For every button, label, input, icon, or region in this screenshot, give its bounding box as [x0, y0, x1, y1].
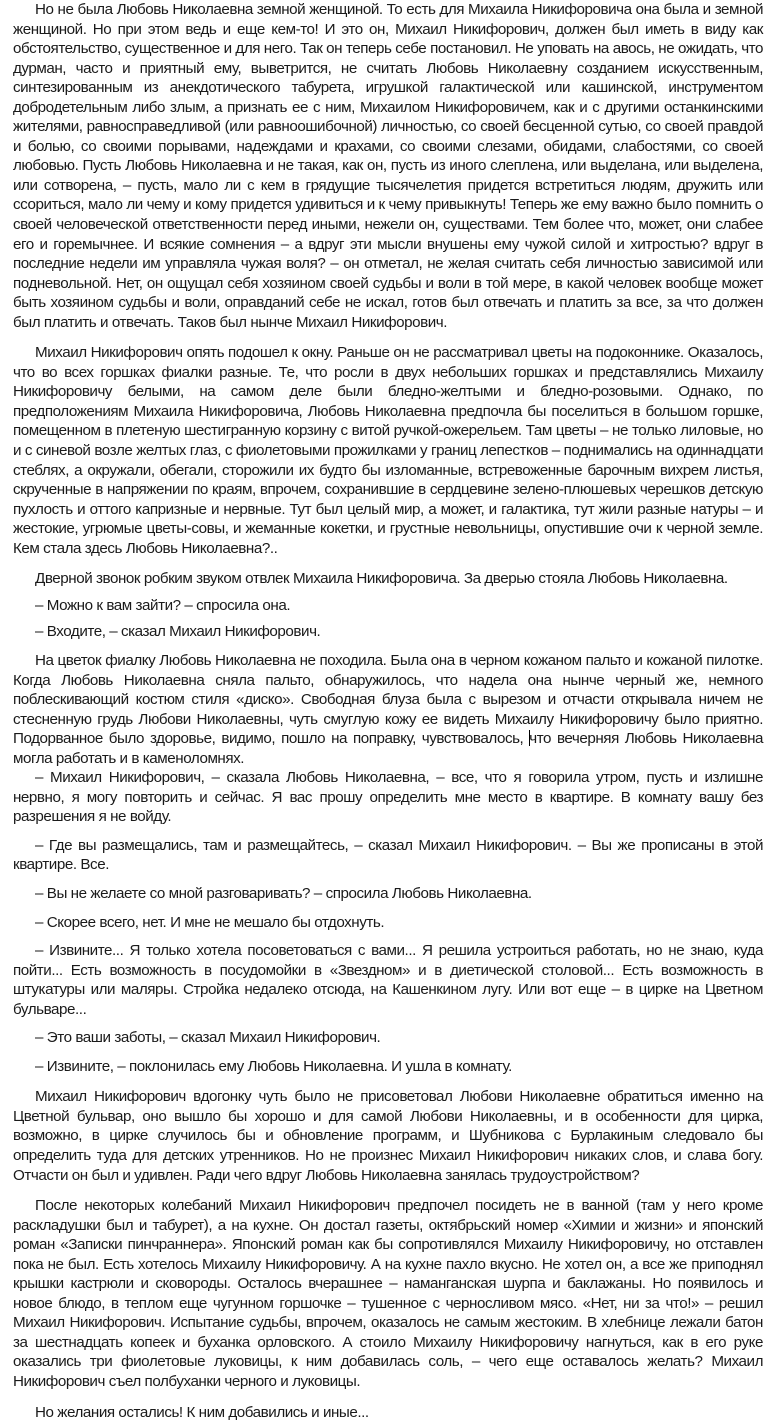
paragraph-text: что вечерняя Любовь Николаевна могла работать и в каменоломнях. [13, 730, 763, 767]
paragraph: После некоторых колебаний Михаил Никифорович предпочел посидеть не в ванной (там у него кроме раскладушки был и табурет), а на кухне. Он достал газеты, октябрьский номер «Химии и жизни» и японский роман «Записки пинчраннера». Японский роман как бы сопротивлялся Михаилу Никифоровичу, но отставлен пока не был. Есть хотелось Михаилу Никифоровичу. А на кухне пахло вкусно. Не хотел он, а все же приподнял крышки кастрюли и сковороды. Осталось вчерашнее – наманганская шурпа и баклажаны. Но появилось и новое блюдо, в теплом еще чугунном горшочке – тушенное с черносливом мясо. «Нет, ни за что!» – решил Михаил Никифорович. Испытание судьбы, впрочем, оказалось не самым жестоким. В хлебнице лежали батон за шестнадцать копеек и буханка орловского. А стоило Михаилу Никифоровичу нагнуться, как в его руке оказались три фиолетовые луковицы, к ним добавилась соль, – чего еще оставалось желать? Михаил Никифорович съел полбуханки черного и луковицы. [13, 1197, 763, 1390]
dialogue-paragraph: – Извините... Я только хотела посоветоваться с вами... Я решила устроиться работать, но не знаю, куда пойти... Есть возможность в посудомойки в «Звездном» и в диетической столовой... Есть возможность в штукатуры или маляры. Стройка недалеко отсюда, на Кашенкином лугу. Или вот еще – в цирке на Цветном бульваре... [13, 942, 763, 1018]
paragraph: Михаил Никифорович опять подошел к окну. Раньше он не рассматривал цветы на подоконнике. Оказалось, что во всех горшках фиалки разные. Те, что росли в двух небольших горшках и представлялись Михаилу Никифоровичу белыми, на самом деле были бледно-желтыми и бледно-розовыми. Однако, по предположениям Михаила Никифоровича, Любовь Николаевна предпочла бы поселиться в большом горшке, помещенном в плетеную шестигранную корзину с витой ручкой-ожерельем. Там цветы – не только лиловые, но и с синевой возле желтых глаз, с фиолетовыми прожилками у границ лепестков – поднимались на одиннадцати стеблях, а окружали, обегали, сторожили их будто бы изломанные, встревоженные барочным вихрем листья, скрученные в напряжении по краям, впрочем, сохранившие в сердцевине зелено-плюшевых черешков детскую пухлость и оттого капризные и нервные. Тут был целый мир, а может, и галактика, тут жили разные натуры – и жестокие, угрюмые цветы-совы, и жеманные кокетки, и грустные невольницы, опустившие очи к черной земле. Кем стала здесь Любовь Николаевна?.. [13, 344, 763, 557]
dialogue-line: – Это ваши заботы, – сказал Михаил Никифорович. [35, 1029, 381, 1047]
dialogue-line: – Можно к вам зайти? – спросила она. [35, 596, 291, 614]
paragraph [13, 651, 763, 768]
paragraph: Дверной звонок робким звуком отвлек Михаила Никифоровича. За дверью стояла Любовь Николаевна. [35, 570, 728, 588]
dialogue-paragraph: – Михаил Никифорович, – сказала Любовь Николаевна, – все, что я говорила утром, пусть и излишне нервно, я могу повторить и сейчас. Я вас прошу определить мне место в квартире. В комнату вашу без разрешения я не войду. [13, 769, 763, 826]
paragraph-text: На цветок фиалку Любовь Николаевна не походила. Была она в черном кожаном пальто и кожаной пилотке. Когда Любовь Николаевна сняла пальто, обнаружилось, что надела она нынче черный же, немного поблескивающий костюм стиля «диско». Свободная блуза была с вырезом и отчасти открывала ничем не стесненную грудь Любови Николаевны, чуть смуглую кожу ее видеть Михаилу Никифоровичу было приятно. Подорванное было здоровье, видимо, пошло на поправку, чувствовалось, [13, 651, 763, 748]
dialogue-paragraph: – Где вы размещались, там и размещайтесь, – сказал Михаил Никифорович. – Вы же прописаны в этой квартире. Все. [13, 836, 763, 874]
dialogue-line: – Скорее всего, нет. И мне не мешало бы отдохнуть. [35, 913, 385, 931]
dialogue-line: – Вы не желаете со мной разговаривать? – спросила Любовь Николаевна. [35, 884, 532, 902]
paragraph: Но не была Любовь Николаевна земной женщиной. То есть для Михаила Никифоровича она была и земной женщиной. Но при этом ведь и еще кем-то! И это он, Михаил Никифорович, должен был иметь в виду как обстоятельство, существенное и для него. Так он теперь себе постановил. Не уповать на авось, не ожидать, что дурман, часто и приятный ему, выветрится, не считать Любовь Николаевну созданием искусственным, синтезированным из анекдотического табурета, игрушкой галактической или кашинской, инструментом добродетельным либо злым, а признать ее с ним, Михаилом Никифоровичем, как и с другими останкинскими жителями, равносправедливой (или равноошибочной) личностью, со своей бесценной сутью, со своей правдой и болью, со своими порывами, надеждами и крахами, со своими слезами, обидами, слабостями, со своей любовью. Пусть Любовь Николаевна и не такая, как он, пусть из иного слеплена, или выделана, или выделена, или сотворена, – пусть, мало ли с кем в грядущие тысячелетия придется встретиться людям, дружить или ссориться, мало ли чему и кому придется удивиться и к чему привыкнуть! Теперь же ему важно было помнить о своей человеческой ответственности перед иными, нежели он, существами. Тем более что, может, они слабее его и горемычнее. И всякие сомнения – а вдруг эти мысли внушены ему чужой силой и хитростью? вдруг в последние недели им управляла чужая воля? – он отметал, не желая считать себя личностью зависимой или подневольной. Нет, он ощущал себя хозяином своей судьбы и воли в той мере, в какой человек вообще может быть хозяином судьбы и воли, оправданий себе не искал, готов был отвечать и платить за все, за что должен был платить и отвечать. Таков был нынче Михаил Никифорович. [13, 1, 763, 331]
dialogue-line: – Входите, – сказал Михаил Никифорович. [35, 623, 321, 641]
paragraph: Михаил Никифорович вдогонку чуть было не присоветовал Любови Николаевне обратиться именно на Цветной бульвар, оно вышло бы хорошо и для самой Любови Николаевны, и в особенности для цирка, возможно, в цирке случилось бы и обновление программ, и Шубникова с Бурлакиным следовало бы определить туда для детских утренников. Но не произнес Михаил Никифорович никаких слов, и слава богу. Отчасти он был и удивлен. Ради чего вдруг Любовь Николаевна занялась трудоустройством? [13, 1088, 763, 1184]
document-page [13, 0, 763, 1422]
paragraph: Но желания остались! К ним добавились и иные... [35, 1403, 369, 1421]
dialogue-line: – Извините, – поклонилась ему Любовь Николаевна. И ушла в комнату. [35, 1057, 512, 1075]
